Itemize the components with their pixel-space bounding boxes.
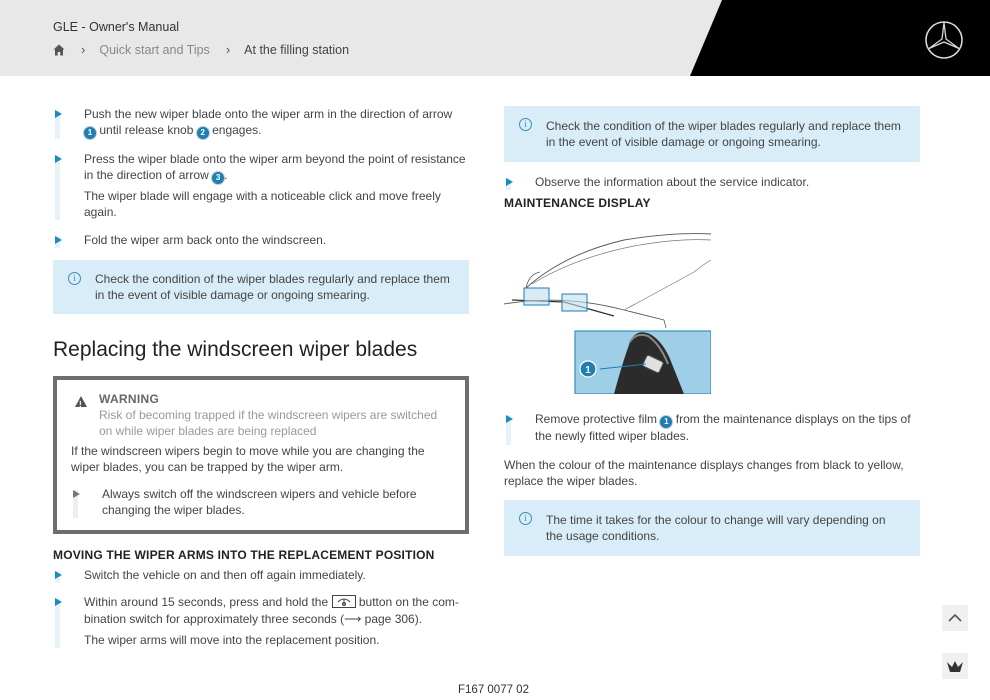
mercedes-star-logo — [924, 20, 964, 60]
callout-number-icon: 3 — [212, 172, 224, 184]
step-item — [53, 232, 469, 248]
paragraph: When the colour of the maintenance displays changes from black to yellow, replace the wiper blades. — [504, 458, 904, 488]
step-arrow-icon — [73, 490, 80, 498]
step-arrow-icon — [55, 571, 62, 579]
step-text: Push the new wiper blade onto the wiper arm in the direction of arrow — [84, 107, 453, 121]
warning-body: If the windscreen wipers begin to move while you are changing the wiper blades, you can be trapped by the wiper arm. — [71, 444, 425, 474]
callout-number-icon: 1 — [84, 127, 96, 139]
step-text: Always switch off the windscreen wipers and vehicle before changing the wiper blades. — [102, 487, 417, 517]
step-arrow-icon — [506, 178, 513, 186]
step-text: Remove protective film — [535, 412, 658, 426]
info-text: Check the condition of the wiper blades regularly and replace them in the event of visible damage or ongoing smearing. — [546, 119, 901, 149]
subsection-heading: MAINTENANCE DISPLAY — [504, 196, 651, 210]
step-text: Press the wiper blade onto the wiper arm beyond the point of resistance in the direction of arrow — [84, 152, 466, 182]
step-text: button on the com-bination switch for approximately three seconds (⟶ page 306). — [84, 595, 459, 626]
chevron-right-icon: › — [225, 42, 231, 57]
figure-callout: 1 — [585, 365, 591, 376]
maintenance-display-illustration — [504, 224, 711, 394]
step-result: The wiper arms will move into the replacement position. — [84, 633, 380, 647]
step-text: Within around 15 seconds, press and hold the — [84, 595, 329, 609]
step-item — [53, 594, 469, 648]
left-column — [53, 106, 469, 648]
step-item — [71, 486, 451, 518]
scroll-up-button[interactable] — [942, 605, 968, 631]
warning-title: WARNING — [99, 392, 160, 406]
brand-button[interactable] — [942, 653, 968, 679]
step-item — [504, 411, 920, 445]
step-item — [504, 174, 920, 190]
step-arrow-icon — [55, 155, 62, 163]
page-header — [0, 0, 990, 76]
step-text: Switch the vehicle on and then off again immediately. — [84, 568, 366, 582]
info-note — [504, 500, 920, 556]
step-text: Observe the information about the service indicator. — [535, 175, 810, 189]
section-title: Replacing the windscreen wiper blades — [53, 338, 418, 361]
step-item — [53, 567, 469, 583]
info-text: The time it takes for the colour to change will vary depending on the usage conditions. — [546, 513, 886, 543]
step-text: Fold the wiper arm back onto the windscreen. — [84, 233, 327, 247]
info-icon: i — [68, 272, 81, 285]
warning-box — [53, 376, 469, 534]
info-icon: i — [519, 118, 532, 131]
step-text: until release knob — [99, 123, 194, 137]
breadcrumb-current: At the filling station — [244, 42, 350, 57]
info-text: Check the condition of the wiper blades regularly and replace them in the event of visible damage or ongoing smearing. — [95, 272, 450, 302]
callout-number-icon: 1 — [660, 416, 672, 428]
info-icon: i — [519, 512, 532, 525]
step-arrow-icon — [55, 236, 62, 244]
callout-number-icon: 2 — [197, 127, 209, 139]
step-text: . — [224, 168, 228, 182]
home-icon[interactable] — [53, 44, 65, 56]
subsection-heading: MOVING THE WIPER ARMS INTO THE REPLACEMENT POSITION — [53, 548, 435, 562]
right-column — [504, 106, 920, 556]
chevron-right-icon: › — [81, 42, 86, 57]
chevron-up-icon — [942, 605, 968, 631]
step-text: from the maintenance displays on the tips of the newly fitted wiper blades. — [535, 412, 911, 443]
step-arrow-icon — [55, 110, 62, 118]
step-arrow-icon — [506, 415, 513, 423]
breadcrumb-link[interactable]: Quick start and Tips — [99, 42, 210, 57]
info-note — [53, 260, 469, 314]
wiper-button-icon — [332, 595, 356, 608]
warning-triangle-icon — [75, 396, 87, 407]
step-result: The wiper blade will engage with a noticeable click and move freely again. — [84, 189, 441, 219]
info-note — [504, 106, 920, 162]
step-text: engages. — [212, 123, 262, 137]
breadcrumb — [53, 42, 349, 57]
brand-mark-icon — [942, 653, 968, 679]
warning-risk: Risk of becoming trapped if the windscreen wipers are switched on while wiper blades are being replaced — [99, 408, 438, 438]
step-item — [53, 151, 469, 220]
step-item — [53, 106, 469, 139]
step-arrow-icon — [55, 598, 62, 606]
manual-title: GLE - Owner's Manual — [53, 20, 180, 34]
figure-code: F167 0077 02 — [458, 684, 529, 696]
